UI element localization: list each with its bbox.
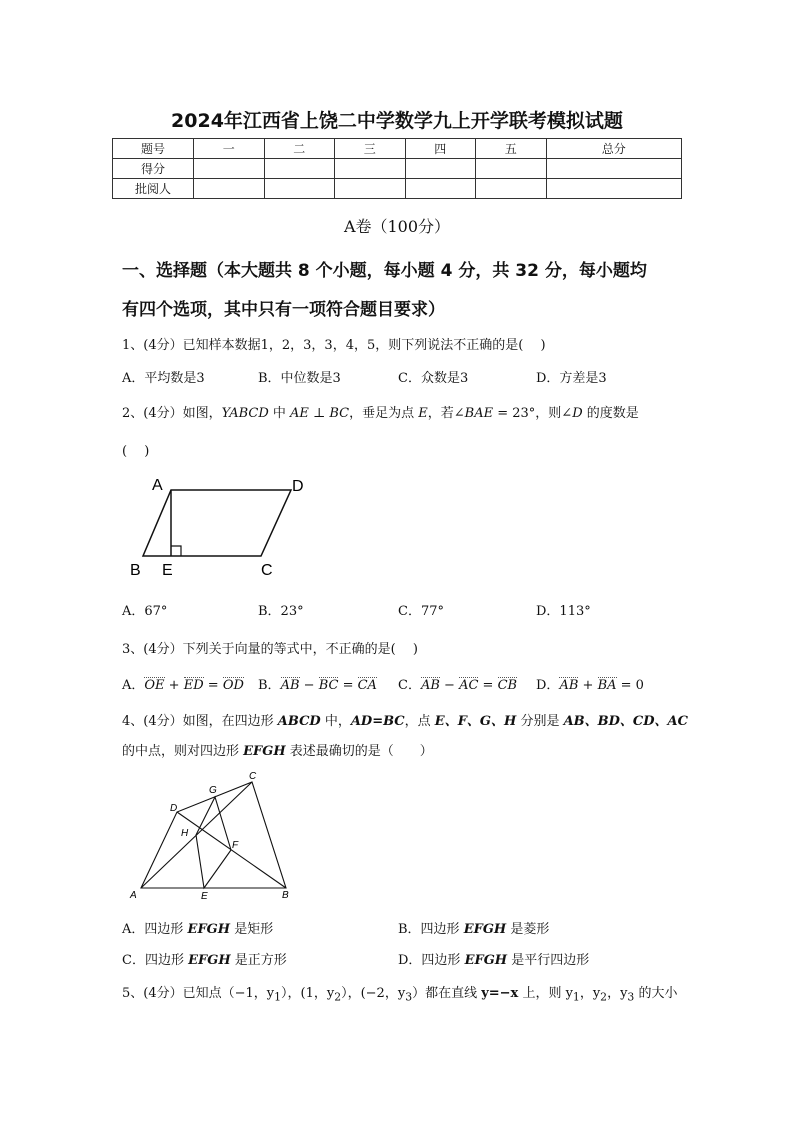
vector-cb: CB (497, 678, 518, 693)
score-cell[interactable] (335, 179, 406, 199)
score-table-row-label: 得分 (113, 159, 194, 179)
q2-math: AE ⊥ BC (290, 406, 350, 421)
score-table-header-cell: 一 (194, 139, 265, 159)
section-heading-line2: 有四个选项，其中只有一项符合题目要求） (122, 300, 445, 320)
q5-subscript: 3 (627, 990, 635, 1004)
section-heading-line1: 一、选择题（本大题共 8 个小题，每小题 4 分，共 32 分，每小题均 (122, 261, 647, 281)
q1-option-a[interactable]: A．平均数是3 (122, 371, 205, 386)
q4-option-a[interactable] (122, 918, 273, 937)
option-label: D． (536, 678, 560, 693)
operator: = (478, 678, 498, 693)
q2-answer-paren: ( ) (122, 444, 150, 459)
score-cell[interactable] (405, 179, 476, 199)
q5-text: ），(1，y (281, 986, 335, 1001)
q1-option-c[interactable]: C．众数是3 (398, 371, 469, 386)
option-text: A．四边形 (122, 922, 188, 937)
q2-option-d[interactable]: D．113° (536, 604, 591, 619)
q5-subscript: 3 (405, 990, 413, 1004)
label-e: E (162, 562, 173, 579)
q2-text: 2、(4分）如图， (122, 406, 222, 421)
q5-text: ），(−2，y (341, 986, 406, 1001)
label-e: E (201, 891, 208, 900)
operator: − (299, 678, 319, 693)
score-cell[interactable] (264, 179, 335, 199)
q5-text: ，y (579, 986, 601, 1001)
label-d: D (170, 803, 178, 814)
option-math: EFGH (187, 922, 231, 937)
score-table-header-cell: 题号 (113, 139, 194, 159)
question-2-stem (122, 402, 639, 421)
q3-option-a[interactable] (122, 674, 244, 693)
q2-text: 的度数是 (582, 406, 639, 421)
option-math: EFGH (464, 953, 508, 968)
q1-option-d[interactable]: D．方差是3 (536, 371, 607, 386)
q2-option-b[interactable]: B．23° (258, 604, 304, 619)
q5-math: y=−x (481, 986, 519, 1001)
operator: = (338, 678, 358, 693)
q4-math: ABCD (277, 714, 321, 729)
score-table-row (113, 179, 682, 199)
q3-option-d[interactable] (536, 674, 644, 693)
label-b: B (282, 890, 289, 900)
q4-math: AB、BD、CD、AC (563, 714, 688, 729)
q2-text: = 23°，则∠ (493, 406, 573, 421)
q5-text: ）都在直线 (412, 986, 482, 1001)
score-table-row-label: 批阅人 (113, 179, 194, 199)
option-math: EFGH (188, 953, 231, 968)
score-cell[interactable] (476, 159, 547, 179)
q4-math: E、F、G、H (434, 714, 517, 729)
label-g: G (209, 785, 217, 796)
option-label: C． (398, 678, 421, 693)
operator: = (203, 678, 223, 693)
q2-math: BAE (464, 406, 494, 421)
score-cell[interactable] (335, 159, 406, 179)
vector-ab: AB (420, 678, 440, 693)
q5-text: 5、(4分）已知点（−1，y (122, 986, 275, 1001)
label-c: C (249, 771, 257, 782)
option-text: 是菱形 (506, 922, 550, 937)
q4-option-b[interactable] (398, 918, 549, 937)
question-5-stem (122, 982, 677, 1004)
q4-quadrilateral-figure (125, 765, 300, 900)
q5-subscript: 2 (600, 990, 608, 1004)
vector-od: OD (222, 678, 244, 693)
option-text: C．四边形 (122, 953, 189, 968)
score-cell[interactable] (194, 179, 265, 199)
operator: = 0 (616, 678, 644, 693)
q5-text: 上，则 y (518, 986, 573, 1001)
score-table-header-cell: 二 (264, 139, 335, 159)
right-angle-mark (171, 546, 181, 556)
score-cell[interactable] (476, 179, 547, 199)
operator: + (164, 678, 184, 693)
score-cell[interactable] (405, 159, 476, 179)
label-d: D (292, 478, 304, 495)
score-cell[interactable] (546, 159, 682, 179)
q5-subscript: 1 (572, 990, 580, 1004)
q4-text: 表述最确切的是（ ） (285, 744, 433, 759)
vector-oe: OE (144, 678, 165, 693)
option-label: A． (122, 678, 145, 693)
label-c: C (261, 562, 273, 579)
score-table-header-cell: 三 (335, 139, 406, 159)
option-text: 是矩形 (230, 922, 274, 937)
score-table-header-row (113, 139, 682, 159)
question-4-stem-line2 (122, 740, 433, 759)
operator: + (578, 678, 598, 693)
q4-math: AD=BC (350, 714, 405, 729)
q4-math: EFGH (243, 744, 286, 759)
q4-option-d[interactable] (398, 949, 589, 968)
q2-option-c[interactable]: C．77° (398, 604, 444, 619)
q5-text: 的大小 (634, 986, 678, 1001)
score-cell[interactable] (546, 179, 682, 199)
volume-heading: A卷（100分） (343, 217, 451, 236)
quadrilateral-efgh (196, 797, 231, 888)
operator: − (439, 678, 460, 693)
question-3-stem: 3、(4分）下列关于向量的等式中，不正确的是( ) (122, 642, 418, 657)
option-text: 是正方形 (230, 953, 287, 968)
vector-ac: AC (459, 678, 479, 693)
q2-text: ，垂足为点 (349, 406, 419, 421)
q4-text: 4、(4分）如图，在四边形 (122, 714, 278, 729)
option-text: B．四边形 (398, 922, 464, 937)
option-label: B． (258, 678, 281, 693)
score-cell[interactable] (194, 159, 265, 179)
label-f: F (232, 840, 239, 851)
vector-ab: AB (559, 678, 579, 693)
q4-text: ，点 (404, 714, 435, 729)
parallelogram-abcd (143, 490, 291, 556)
q2-text: 中 (268, 406, 291, 421)
score-table (112, 138, 682, 199)
score-table-header-cell: 总分 (546, 139, 682, 159)
vector-ed: ED (183, 678, 204, 693)
q4-text: 分别是 (516, 714, 564, 729)
option-math: EFGH (463, 922, 507, 937)
q2-math: YABCD (221, 406, 269, 421)
q2-text: ，若∠ (427, 406, 465, 421)
q2-option-a[interactable]: A．67° (122, 604, 168, 619)
q2-math: D (572, 406, 583, 421)
vector-bc: BC (318, 678, 339, 693)
q3-option-c[interactable] (398, 674, 517, 693)
label-h: H (181, 828, 189, 839)
exam-title: 2024年江西省上饶二中学数学九上开学联考模拟试题 (171, 110, 623, 132)
question-1-stem: 1、(4分）已知样本数据1，2，3，3，4，5，则下列说法不正确的是( ) (122, 338, 546, 353)
score-cell[interactable] (264, 159, 335, 179)
quadrilateral-abcd (141, 782, 286, 888)
question-4-stem-line1 (122, 710, 688, 729)
label-a: A (152, 477, 163, 494)
q1-option-b[interactable]: B．中位数是3 (258, 371, 341, 386)
vector-ba: BA (597, 678, 617, 693)
score-table-header-cell: 四 (405, 139, 476, 159)
label-a: A (130, 890, 137, 900)
q4-text: 中， (320, 714, 351, 729)
label-b: B (130, 562, 141, 579)
option-text: D．四边形 (398, 953, 465, 968)
q4-text: 的中点，则对四边形 (122, 744, 244, 759)
q5-subscript: 2 (334, 990, 342, 1004)
score-table-row (113, 159, 682, 179)
score-table-header-cell: 五 (476, 139, 547, 159)
vector-ca: CA (357, 678, 377, 693)
option-text: 是平行四边形 (507, 953, 590, 968)
q2-parallelogram-figure (125, 470, 325, 582)
q5-text: ，y (607, 986, 628, 1001)
q3-option-b[interactable] (258, 674, 377, 693)
q4-option-c[interactable] (122, 949, 287, 968)
vector-ab: AB (280, 678, 300, 693)
q5-subscript: 1 (274, 990, 282, 1004)
q2-math: E (418, 406, 428, 421)
